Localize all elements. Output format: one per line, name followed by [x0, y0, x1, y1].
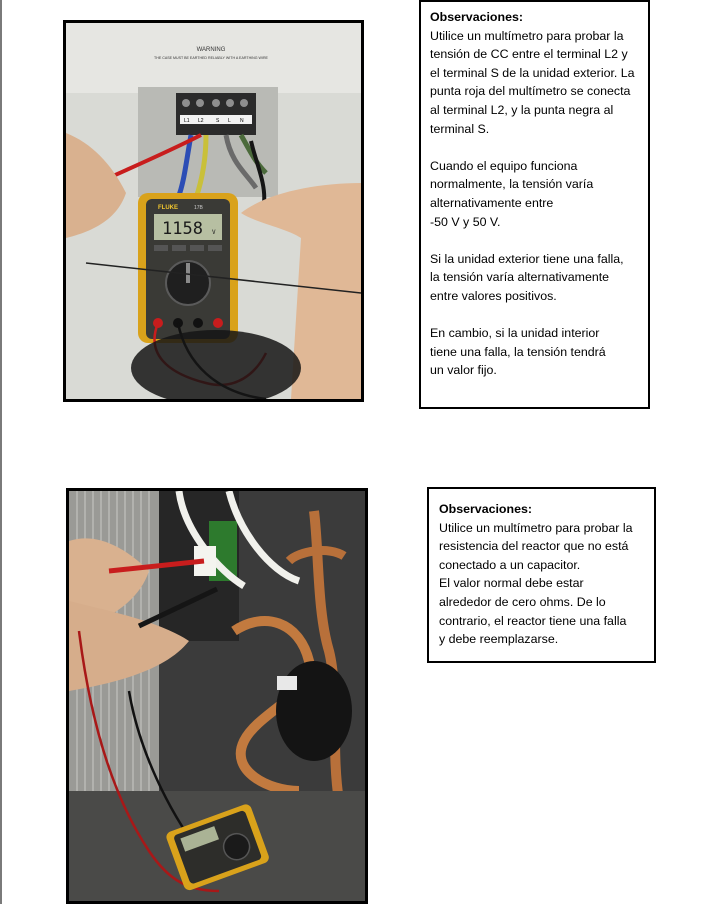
note-2-line: conectado a un capacitor.: [439, 557, 581, 572]
note-1-line: tensión de CC entre el terminal L2 y: [430, 47, 628, 62]
note-1-paragraph-4: [430, 324, 642, 380]
terminal-label-s: S: [216, 118, 220, 124]
note-1-line: normalmente, la tensión varía: [430, 177, 594, 192]
warning-sublabel: THE CASE MUST BE EARTHED RELIABLY WITH A EARTHING WIRE: [154, 56, 268, 60]
note-1-line: -50 V y 50 V.: [430, 214, 501, 229]
terminal-label-n: N: [240, 118, 244, 124]
terminal-label-l: L: [228, 118, 231, 124]
paragraph-gap: [430, 138, 642, 157]
note-1-line: terminal S.: [430, 121, 490, 136]
note-1-line: entre valores positivos.: [430, 288, 557, 303]
page-left-edge: [0, 0, 2, 904]
photo-multimeter-terminals: [63, 20, 364, 402]
note-2-paragraph-1: [439, 519, 648, 649]
note-1-paragraph-1: [430, 27, 642, 139]
note-1-line: Cuando el equipo funciona: [430, 158, 578, 173]
note-2-line: resistencia del reactor que no está: [439, 539, 629, 554]
note-2-line: y debe reemplazarse.: [439, 632, 559, 647]
observations-title-2: Observaciones:: [439, 502, 532, 516]
observations-box-2: [427, 487, 656, 663]
photo-multimeter-reactor: [66, 488, 368, 904]
observations-box-1: [419, 0, 650, 409]
photo-1-illustration: [66, 23, 361, 399]
compressor-sticker: [277, 676, 297, 690]
meter-model: 17B: [194, 205, 203, 211]
paragraph-gap: [430, 231, 642, 250]
note-2-line: Utilice un multímetro para probar la: [439, 520, 633, 535]
note-2-line: alrededor de cero ohms. De lo: [439, 594, 606, 609]
note-1-line: alternativamente entre: [430, 195, 554, 210]
meter-brand: FLUKE: [158, 205, 178, 211]
note-1-line: En cambio, si la unidad interior: [430, 326, 600, 341]
note-1-paragraph-3: [430, 250, 642, 306]
meter-dial-pointer: [186, 263, 190, 283]
terminal-label-l1: L1: [184, 118, 190, 124]
terminal-label-l2: L2: [198, 118, 204, 124]
note-1-paragraph-2: [430, 157, 642, 231]
note-1-line: Utilice un multímetro para probar la: [430, 28, 624, 43]
note-1-line: Si la unidad exterior tiene una falla,: [430, 251, 624, 266]
meter-reading: 1158: [162, 219, 203, 239]
photo-2-illustration: [69, 491, 365, 901]
note-1-line: al terminal L2, y la punta negra al: [430, 102, 614, 117]
note-1-line: el terminal S de la unidad exterior. La: [430, 65, 635, 80]
note-1-line: un valor fijo.: [430, 363, 497, 378]
note-1-line: la tensión varía alternativamente: [430, 270, 610, 285]
warning-label: WARNING: [196, 47, 226, 53]
note-1-line: punta roja del multímetro se conecta: [430, 84, 631, 99]
note-2-line: El valor normal debe estar: [439, 576, 584, 591]
note-1-line: tiene una falla, la tensión tendrá: [430, 344, 606, 359]
paragraph-gap: [430, 306, 642, 325]
note-2-line: contrario, el reactor tiene una falla: [439, 613, 627, 628]
observations-title-1: Observaciones:: [430, 10, 523, 24]
meter-reading-unit: V: [212, 229, 216, 236]
